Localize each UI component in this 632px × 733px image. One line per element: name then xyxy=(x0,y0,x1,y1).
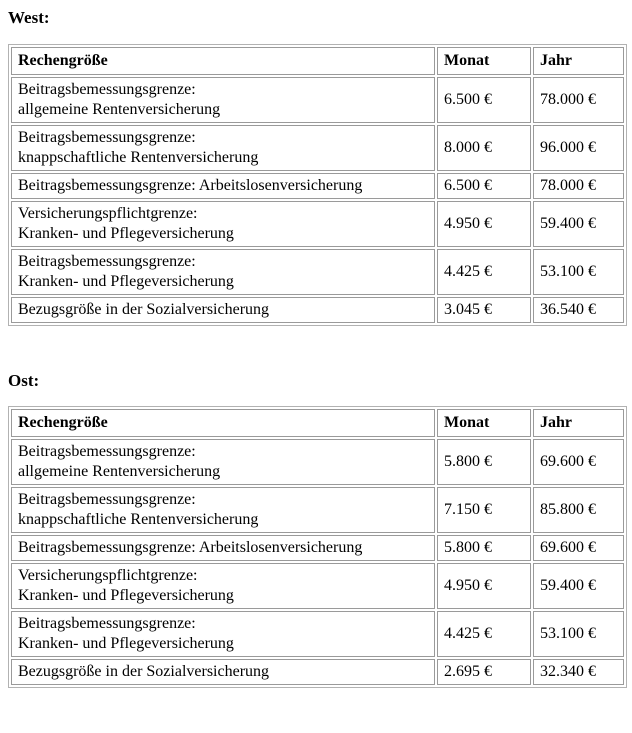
jahr-value: 69.600 € xyxy=(533,439,624,485)
table-row xyxy=(11,125,624,171)
row-label xyxy=(11,249,435,295)
jahr-value: 59.400 € xyxy=(533,563,624,609)
west-heading: West: xyxy=(8,8,50,27)
row-label xyxy=(11,173,435,199)
row-label xyxy=(11,201,435,247)
row-label-line1: Versicherungspflichtgrenze: xyxy=(18,567,198,585)
row-label-line1: Beitragsbemessungsgrenze: xyxy=(18,252,196,270)
monat-value: 7.150 € xyxy=(437,487,531,533)
row-label-line1: Beitragsbemessungsgrenze: xyxy=(18,615,196,633)
row-label xyxy=(11,535,435,561)
west-header-jahr: Jahr xyxy=(533,47,624,75)
row-label-line2: knappschaftliche Rentenversicherung xyxy=(18,511,259,529)
west-table xyxy=(8,44,627,326)
jahr-value: 59.400 € xyxy=(533,201,624,247)
row-label xyxy=(11,563,435,609)
jahr-value: 96.000 € xyxy=(533,125,624,171)
row-label-line2: Kranken- und Pflegeversicherung xyxy=(18,635,234,653)
row-label xyxy=(11,487,435,533)
monat-value: 6.500 € xyxy=(437,77,531,123)
table-row xyxy=(11,77,624,123)
monat-value: 4.425 € xyxy=(437,249,531,295)
row-label-line2: allgemeine Rentenversicherung xyxy=(18,100,221,118)
west-section xyxy=(8,8,625,326)
ost-header-jahr: Jahr xyxy=(533,409,624,437)
row-label-line1: Beitragsbemessungsgrenze: Arbeitslosenversicherung xyxy=(18,176,363,194)
table-row xyxy=(11,611,624,657)
monat-value: 4.425 € xyxy=(437,611,531,657)
monat-value: 3.045 € xyxy=(437,297,531,323)
jahr-value: 32.340 € xyxy=(533,659,624,685)
monat-value: 2.695 € xyxy=(437,659,531,685)
table-row xyxy=(11,173,624,199)
table-row xyxy=(11,439,624,485)
table-row xyxy=(11,487,624,533)
row-label xyxy=(11,77,435,123)
row-label xyxy=(11,297,435,323)
ost-header-rechengroesse: Rechengröße xyxy=(11,409,435,437)
row-label-line1: Bezugsgröße in der Sozialversicherung xyxy=(18,663,270,681)
row-label-line1: Beitragsbemessungsgrenze: xyxy=(18,443,196,461)
jahr-value: 53.100 € xyxy=(533,249,624,295)
row-label xyxy=(11,611,435,657)
row-label-line2: allgemeine Rentenversicherung xyxy=(18,463,221,481)
west-header-row xyxy=(11,47,624,75)
jahr-value: 36.540 € xyxy=(533,297,624,323)
row-label xyxy=(11,125,435,171)
jahr-value: 53.100 € xyxy=(533,611,624,657)
ost-header-monat: Monat xyxy=(437,409,531,437)
monat-value: 5.800 € xyxy=(437,439,531,485)
jahr-value: 85.800 € xyxy=(533,487,624,533)
table-row xyxy=(11,201,624,247)
table-row xyxy=(11,659,624,685)
jahr-value: 78.000 € xyxy=(533,77,624,123)
jahr-value: 69.600 € xyxy=(533,535,624,561)
jahr-value: 78.000 € xyxy=(533,173,624,199)
row-label xyxy=(11,659,435,685)
row-label-line1: Beitragsbemessungsgrenze: xyxy=(18,128,196,146)
row-label-line1: Beitragsbemessungsgrenze: xyxy=(18,491,196,509)
monat-value: 4.950 € xyxy=(437,201,531,247)
monat-value: 4.950 € xyxy=(437,563,531,609)
row-label-line2: Kranken- und Pflegeversicherung xyxy=(18,587,234,605)
row-label-line2: knappschaftliche Rentenversicherung xyxy=(18,148,259,166)
ost-table xyxy=(8,406,627,688)
table-row xyxy=(11,563,624,609)
table-row xyxy=(11,249,624,295)
table-row xyxy=(11,535,624,561)
row-label-line1: Beitragsbemessungsgrenze: xyxy=(18,80,196,98)
row-label-line1: Versicherungspflichtgrenze: xyxy=(18,204,198,222)
ost-heading: Ost: xyxy=(8,370,40,390)
ost-section xyxy=(8,371,625,689)
monat-value: 5.800 € xyxy=(437,535,531,561)
row-label-line1: Bezugsgröße in der Sozialversicherung xyxy=(18,300,270,318)
ost-header-row xyxy=(11,409,624,437)
row-label xyxy=(11,439,435,485)
monat-value: 8.000 € xyxy=(437,125,531,171)
row-label-line1: Beitragsbemessungsgrenze: Arbeitslosenversicherung xyxy=(18,539,363,557)
west-header-rechengroesse: Rechengröße xyxy=(11,47,435,75)
row-label-line2: Kranken- und Pflegeversicherung xyxy=(18,272,234,290)
row-label-line2: Kranken- und Pflegeversicherung xyxy=(18,224,234,242)
west-header-monat: Monat xyxy=(437,47,531,75)
table-row xyxy=(11,297,624,323)
monat-value: 6.500 € xyxy=(437,173,531,199)
